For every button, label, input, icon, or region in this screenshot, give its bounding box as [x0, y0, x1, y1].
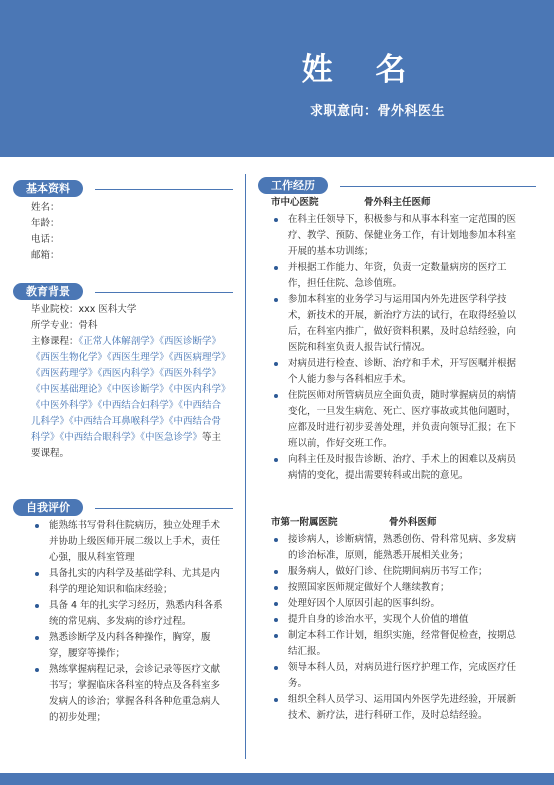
header-banner — [0, 0, 554, 157]
list-item: 具备扎实的内科学及基础学科、尤其是内科学的理论知识和临床经验； — [31, 566, 227, 598]
section-self-eval-title: 自我评价 — [13, 499, 83, 516]
section-self-eval-line — [95, 508, 233, 509]
courses-list: 《正常人体解剖学》《西医诊断学》《西医生物化学》《西医生理学》《西医病理学》《西医药理学》《西医内科学》《西医外科学》《中医基础理论》《中医诊断学》《中医内科学》《中医外科学》《中西结合妇科学》《中西结合儿科学》《中西结合耳鼻喉科学》《中西结合骨科学》《中西结合眼科学》《中医急诊学》 — [31, 336, 226, 443]
list-item: 处理好因个人原因引起的医事纠纷。 — [270, 596, 525, 612]
section-basic-title: 基本资料 — [13, 180, 83, 197]
section-basic-line — [95, 189, 233, 190]
list-item: 领导本科人员，对病员进行医疗护理工作，完成医疗任务。 — [270, 660, 525, 692]
list-item: 服务病人，做好门诊、住院期间病历书写工作； — [270, 564, 525, 580]
courses-label: 主修课程： — [31, 336, 79, 347]
list-item: 按照国家医师规定做好个人继续教育； — [270, 580, 525, 596]
basic-info-list — [31, 200, 231, 264]
list-item: 接诊病人，诊断病情，熟悉创伤、骨科常见病、多发病的诊治标准，原则，能熟悉开展相关业务； — [270, 532, 525, 564]
list-item: 提升自身的诊治水平，实现个人价值的增值 — [270, 612, 525, 628]
education-courses — [31, 334, 227, 462]
list-item: 组织全科人员学习、运用国内外医学先进经验，开展新技术、新疗法，进行科研工作，及时总结经验。 — [270, 692, 525, 724]
education-major: 所学专业：骨科 — [31, 320, 98, 331]
footer-bar — [0, 773, 554, 785]
education-school: 毕业院校：xxx 医科大学 — [31, 304, 137, 315]
list-item: 向科主任及时报告诊断、治疗、手术上的困难以及病员病情的变化，提出需要转科或出院的意见。 — [270, 452, 525, 484]
list-item: 对病员进行检查、诊断、治疗和手术，开写医嘱并根据个人能力参与各科相应手术。 — [270, 356, 525, 388]
job-1-duties — [270, 212, 525, 484]
job-1-header — [271, 196, 431, 210]
basic-field-name: 姓名： — [31, 202, 60, 213]
list-item: 参加本科室的业务学习与运用国内外先进医学科学技术，新技术的开展，新治疗方法的试行，在取得经验以后，在科室内推广，做好资料积累，及时总结经验，向医院和科室负责人报告试行情况。 — [270, 292, 525, 356]
section-education-line — [95, 292, 233, 293]
job-2-header — [271, 516, 437, 530]
list-item: 并根据工作能力、年资，负责一定数量病房的医疗工作，担任住院、急诊值班。 — [270, 260, 525, 292]
list-item: 能熟练书写骨科住院病历，独立处理手术并协助上级医师开展二级以上手术，责任心强，服从科室管理 — [31, 518, 227, 566]
job-2-position: 骨外科医师 — [389, 517, 437, 528]
job-intent-value: 骨外科医生 — [377, 104, 446, 119]
job-1-org: 市中心医院 — [271, 197, 319, 208]
courses-tail: 等主要课程。 — [31, 432, 222, 459]
list-item: 熟练掌握病程记录，会诊记录等医疗文献书写；掌握临床各科室的特点及各科室多发病人的诊治；掌握各科各种危重急病人的初步处理； — [31, 662, 227, 726]
education-block — [31, 302, 227, 462]
column-divider — [245, 174, 246, 759]
job-2-duties — [270, 532, 525, 724]
job-intent-label: 求职意向： — [310, 104, 378, 119]
basic-field-age: 年龄： — [31, 218, 60, 229]
list-item: 在科主任领导下，积极参与和从事本科室一定范围的医疗、教学、预防、保健业务工作，有计划地参加本科室开展的基本功训练； — [270, 212, 525, 260]
candidate-name: 姓 名 — [301, 52, 423, 88]
list-item: 住院医师对所管病员应全面负责，随时掌握病员的病情变化，一旦发生病危、死亡、医疗事故或其他问题时，应都及时进行初步妥善处理，并负责向领导汇报；在下班以前，作好交班工作。 — [270, 388, 525, 452]
basic-field-email: 邮箱： — [31, 250, 60, 261]
self-eval-list — [31, 518, 227, 726]
list-item: 熟悉诊断学及内科各种操作，胸穿，腹穿，腰穿等操作； — [31, 630, 227, 662]
section-work-line — [340, 186, 536, 187]
job-intent — [310, 100, 445, 119]
section-education-title: 教育背景 — [13, 283, 83, 300]
basic-field-phone: 电话： — [31, 234, 60, 245]
list-item: 具备 4 年的扎实学习经历，熟悉内科各系统的常见病、多发病的诊疗过程。 — [31, 598, 227, 630]
list-item: 制定本科工作计划，组织实施，经常督促检查，按期总结汇报。 — [270, 628, 525, 660]
job-1-position: 骨外科主任医师 — [364, 197, 431, 208]
job-2-org: 市第一附属医院 — [271, 517, 338, 528]
section-work-title: 工作经历 — [258, 177, 328, 194]
